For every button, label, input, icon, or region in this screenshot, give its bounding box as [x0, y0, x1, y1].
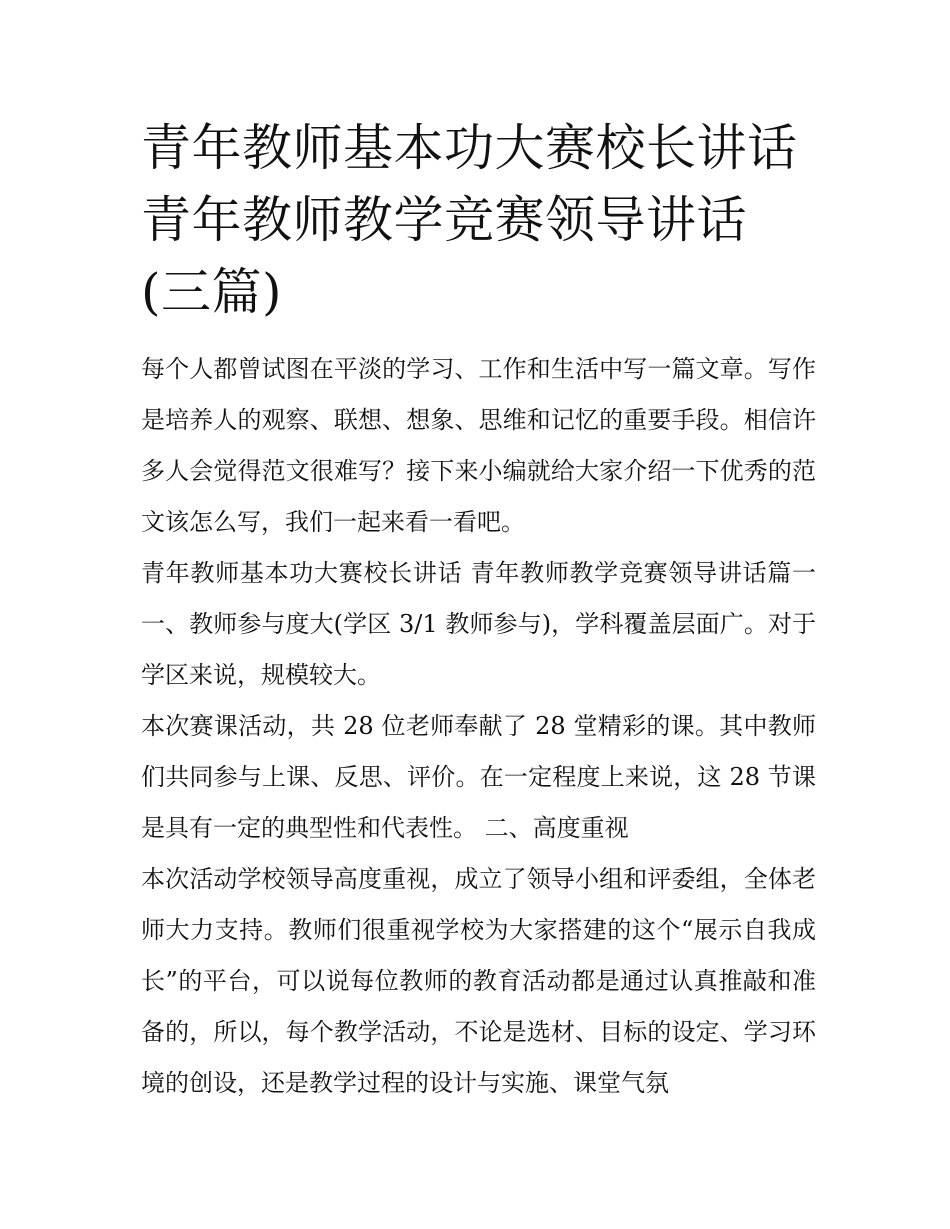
- activity-paragraph: 本次赛课活动，共 28 位老师奉献了 28 堂精彩的课。其中教师们共同参与上课、反思、评价。在一定程度上来说，这 28 节课是具有一定的典型性和代表性。 二、高度重视: [141, 712, 816, 842]
- intro-paragraph: 每个人都曾试图在平淡的学习、工作和生活中写一篇文章。写作是培养人的观察、联想、想象、思维和记忆的重要手段。相信许多人会觉得范文很难写？接下来小编就给大家介绍一下优秀的范文该怎么写，我们一起来看一看吧。: [141, 355, 816, 536]
- document-content: [141, 112, 816, 1109]
- leadership-paragraph: 本次活动学校领导高度重视，成立了领导小组和评委组，全体老师大力支持。教师们很重视学校为大家搭建的这个“展示自我成长”的平台，可以说每位教师的教育活动都是通过认真推敲和准备的，所以，每个教学活动，不论是选材、目标的设定、学习环境的创设，还是教学过程的设计与实施、课堂气氛: [141, 865, 816, 1097]
- document-title: 青年教师基本功大赛校长讲话 青年教师教学竞赛领导讲话(三篇): [141, 119, 798, 321]
- section-one-paragraph: 青年教师基本功大赛校长讲话 青年教师教学竞赛领导讲话篇一 一、教师参与度大(学区 3/1 教师参与)，学科覆盖层面广。对于学区来说，规模较大。: [141, 559, 816, 689]
